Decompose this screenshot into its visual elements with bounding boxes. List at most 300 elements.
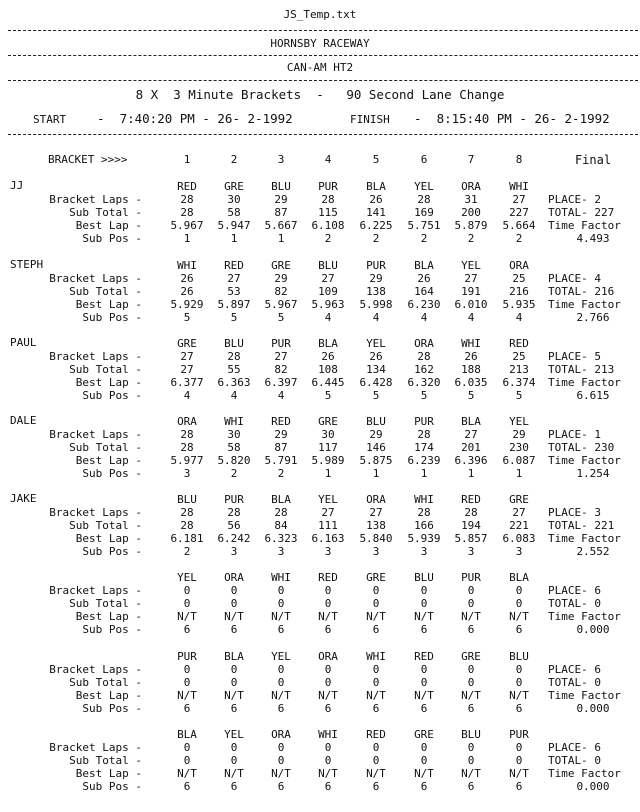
best-lap-value: N/T [224,689,244,702]
sub-total-value: 87 [274,206,288,219]
best-lap-value: N/T [271,689,291,702]
row-label-subpos: Sub Pos - [82,467,142,480]
lane-color: BLU [414,571,434,584]
sub-total-value: 191 [461,285,481,298]
best-lap-value: 5.947 [217,219,251,232]
row-label-subpos: Sub Pos - [82,545,142,558]
best-lap-value: 5.664 [502,219,536,232]
sub-pos-value: 2 [467,232,475,245]
bracket-laps-value: 0 [372,663,380,676]
lane-color: BLA [318,337,338,350]
time-factor-value: 0.000 [576,623,610,636]
sub-total-value: 0 [515,754,523,767]
sub-total-value: 174 [414,441,434,454]
sub-pos-value: 4 [515,311,523,324]
row-label-laps: Bracket Laps - [49,584,142,597]
bracket-number: 3 [277,153,285,166]
sub-total-value: 188 [461,363,481,376]
sub-total-value: 162 [414,363,434,376]
best-lap-value: 6.108 [311,219,345,232]
sub-pos-value: 6 [277,780,285,793]
sub-pos-value: 4 [230,389,238,402]
best-lap-value: N/T [509,610,529,623]
lane-color: WHI [414,493,434,506]
sub-total-value: 28 [180,441,194,454]
lane-color: BLU [461,728,481,741]
lane-color: RED [271,415,291,428]
sub-total-value: 194 [461,519,481,532]
row-label-bestlap: Best Lap - [75,532,142,545]
time-factor-value: 6.615 [576,389,610,402]
row-label-bestlap: Best Lap - [75,767,142,780]
bracket-laps-value: 28 [417,428,431,441]
sub-total-value: 28 [180,519,194,532]
best-lap-value: N/T [366,767,386,780]
best-lap-value: N/T [366,689,386,702]
best-lap-value: 5.751 [407,219,441,232]
sub-total-value: 117 [318,441,338,454]
lane-color: RED [318,571,338,584]
lane-color: ORA [224,571,244,584]
bracket-number: 8 [515,153,523,166]
sub-pos-value: 2 [183,545,191,558]
sub-total-value: 169 [414,206,434,219]
lane-color: PUR [461,571,481,584]
lane-color: WHI [509,180,529,193]
sub-total-value: 84 [274,519,288,532]
lane-color: RED [509,337,529,350]
sub-total-value: 0 [277,676,285,689]
bracket-laps-value: 0 [230,741,238,754]
sub-pos-value: 2 [420,232,428,245]
row-label-subtotal: Sub Total - [69,519,142,532]
lane-color: ORA [509,259,529,272]
lane-color: PUR [414,415,434,428]
sub-total-value: 82 [274,363,288,376]
lane-color: BLU [224,337,244,350]
best-lap-value: 6.230 [407,298,441,311]
sub-pos-value: 6 [420,702,428,715]
bracket-laps-value: 28 [417,350,431,363]
bracket-laps-value: 0 [467,584,475,597]
bracket-laps-value: 0 [324,663,332,676]
lane-color: WHI [366,650,386,663]
lane-color: WHI [318,728,338,741]
sub-total-value: 55 [227,363,241,376]
row-label-bestlap: Best Lap - [75,376,142,389]
bracket-laps-value: 0 [420,663,428,676]
time-factor-value: 0.000 [576,702,610,715]
lane-color: GRE [366,571,386,584]
start-time: - 7:40:20 PM - 26- 2-1992 [97,111,293,126]
place-value: PLACE- 6 [548,663,601,676]
best-lap-value: N/T [271,610,291,623]
time-factor-label: Time Factor [548,376,621,389]
bracket-laps-value: 26 [369,350,383,363]
race-format: 8 X 3 Minute Brackets - 90 Second Lane Change [135,87,505,102]
lane-color: YEL [224,728,244,741]
sub-pos-value: 6 [324,623,332,636]
sub-total-value: 0 [183,754,191,767]
bracket-laps-value: 29 [369,272,383,285]
total-value: TOTAL- 216 [548,285,615,298]
lane-color: GRE [224,180,244,193]
best-lap-value: N/T [509,689,529,702]
sub-pos-value: 6 [324,780,332,793]
best-lap-value: N/T [509,767,529,780]
sub-pos-value: 5 [515,389,523,402]
sub-total-value: 200 [461,206,481,219]
place-value: PLACE- 3 [548,506,601,519]
bracket-laps-value: 27 [321,272,335,285]
row-label-subpos: Sub Pos - [82,311,142,324]
bracket-laps-value: 28 [417,506,431,519]
bracket-laps-value: 0 [420,741,428,754]
sub-total-value: 227 [509,206,529,219]
sub-total-value: 201 [461,441,481,454]
total-value: TOTAL- 227 [548,206,615,219]
sub-total-value: 0 [420,597,428,610]
sub-pos-value: 4 [467,311,475,324]
divider [8,134,638,135]
finish-time: - 8:15:40 PM - 26- 2-1992 [414,111,610,126]
lane-color: BLU [366,415,386,428]
lane-color: GRE [271,259,291,272]
row-label-bestlap: Best Lap - [75,689,142,702]
sub-total-value: 146 [366,441,386,454]
sub-total-value: 0 [515,597,523,610]
bracket-laps-value: 0 [230,584,238,597]
sub-total-value: 0 [467,597,475,610]
time-factor-label: Time Factor [548,454,621,467]
sub-pos-value: 2 [515,232,523,245]
best-lap-value: 6.397 [264,376,298,389]
lane-color: PUR [509,728,529,741]
total-value: TOTAL- 0 [548,754,601,767]
sub-total-value: 0 [230,676,238,689]
best-lap-value: 6.087 [502,454,536,467]
sub-total-value: 216 [509,285,529,298]
place-value: PLACE- 5 [548,350,601,363]
total-value: TOTAL- 0 [548,597,601,610]
sub-pos-value: 3 [372,545,380,558]
driver-name: JJ [10,179,24,192]
sub-total-value: 115 [318,206,338,219]
sub-total-value: 230 [509,441,529,454]
best-lap-value: 6.428 [359,376,393,389]
sub-total-value: 53 [227,285,241,298]
row-label-subtotal: Sub Total - [69,363,142,376]
best-lap-value: N/T [366,610,386,623]
bracket-laps-value: 0 [277,584,285,597]
row-label-bestlap: Best Lap - [75,219,142,232]
sub-total-value: 111 [318,519,338,532]
bracket-laps-value: 25 [512,272,526,285]
lane-color: YEL [461,259,481,272]
divider [8,30,638,31]
row-label-subtotal: Sub Total - [69,285,142,298]
sub-pos-value: 1 [183,232,191,245]
lane-color: WHI [461,337,481,350]
best-lap-value: 5.875 [359,454,393,467]
bracket-laps-value: 0 [183,741,191,754]
bracket-laps-value: 0 [372,584,380,597]
sub-pos-value: 6 [324,702,332,715]
bracket-laps-value: 0 [277,741,285,754]
sub-pos-value: 6 [183,623,191,636]
lane-color: ORA [414,337,434,350]
best-lap-value: N/T [414,689,434,702]
best-lap-value: 5.667 [264,219,298,232]
sub-total-value: 0 [467,754,475,767]
row-label-subpos: Sub Pos - [82,389,142,402]
bracket-laps-value: 29 [274,272,288,285]
sub-total-value: 0 [467,676,475,689]
final-header: Final [574,153,612,167]
lane-color: RED [366,728,386,741]
row-label-subtotal: Sub Total - [69,754,142,767]
bracket-number: 5 [372,153,380,166]
sub-pos-value: 5 [372,389,380,402]
lane-color: WHI [224,415,244,428]
lane-color: GRE [177,337,197,350]
sub-pos-value: 6 [420,780,428,793]
best-lap-value: 6.242 [217,532,251,545]
best-lap-value: N/T [318,610,338,623]
lane-color: WHI [177,259,197,272]
sub-total-value: 213 [509,363,529,376]
bracket-laps-value: 26 [417,272,431,285]
sub-pos-value: 6 [230,780,238,793]
best-lap-value: 6.445 [311,376,345,389]
bracket-laps-value: 0 [230,663,238,676]
lane-color: BLU [318,259,338,272]
bracket-laps-value: 28 [274,506,288,519]
bracket-laps-value: 0 [515,663,523,676]
lane-color: YEL [366,337,386,350]
sub-pos-value: 6 [372,702,380,715]
sub-total-value: 138 [366,519,386,532]
sub-pos-value: 6 [372,623,380,636]
row-label-bestlap: Best Lap - [75,298,142,311]
row-label-subpos: Sub Pos - [82,623,142,636]
sub-total-value: 58 [227,441,241,454]
best-lap-value: 6.239 [407,454,441,467]
divider [8,80,638,81]
sub-total-value: 0 [372,597,380,610]
bracket-laps-value: 26 [180,272,194,285]
sub-pos-value: 6 [277,702,285,715]
sub-pos-value: 4 [277,389,285,402]
best-lap-value: 5.791 [264,454,298,467]
sub-total-value: 56 [227,519,241,532]
bracket-laps-value: 0 [372,741,380,754]
lane-color: BLA [414,259,434,272]
sub-pos-value: 6 [277,623,285,636]
sub-pos-value: 6 [183,780,191,793]
bracket-laps-value: 28 [180,428,194,441]
best-lap-value: 5.935 [502,298,536,311]
time-factor-label: Time Factor [548,767,621,780]
best-lap-value: 5.939 [407,532,441,545]
time-factor-value: 0.000 [576,780,610,793]
row-label-subpos: Sub Pos - [82,702,142,715]
bracket-laps-value: 27 [274,350,288,363]
time-factor-value: 2.552 [576,545,610,558]
bracket-number: 6 [420,153,428,166]
best-lap-value: N/T [224,610,244,623]
bracket-laps-value: 28 [227,506,241,519]
best-lap-value: 5.879 [454,219,488,232]
bracket-laps-value: 0 [277,663,285,676]
row-label-laps: Bracket Laps - [49,741,142,754]
best-lap-value: N/T [414,767,434,780]
sub-pos-value: 4 [183,389,191,402]
bracket-number: 4 [324,153,332,166]
sub-total-value: 0 [420,676,428,689]
lane-color: GRE [509,493,529,506]
bracket-laps-value: 0 [515,741,523,754]
sub-pos-value: 5 [277,311,285,324]
best-lap-value: N/T [461,610,481,623]
sub-total-value: 82 [274,285,288,298]
row-label-subtotal: Sub Total - [69,597,142,610]
lane-color: PUR [318,180,338,193]
sub-total-value: 166 [414,519,434,532]
bracket-laps-value: 28 [464,506,478,519]
bracket-laps-value: 27 [512,506,526,519]
best-lap-value: 5.820 [217,454,251,467]
best-lap-value: 6.035 [454,376,488,389]
lane-color: GRE [414,728,434,741]
sub-pos-value: 4 [324,311,332,324]
finish-value: 8:15:40 PM - 26- 2-1992 [436,111,610,126]
place-value: PLACE- 2 [548,193,601,206]
time-factor-label: Time Factor [548,532,621,545]
bracket-laps-value: 25 [512,350,526,363]
row-label-subtotal: Sub Total - [69,676,142,689]
sub-pos-value: 3 [515,545,523,558]
sub-total-value: 109 [318,285,338,298]
bracket-laps-value: 27 [464,272,478,285]
best-lap-value: 6.181 [170,532,204,545]
bracket-laps-value: 0 [467,663,475,676]
best-lap-value: 5.840 [359,532,393,545]
lane-color: BLA [366,180,386,193]
race-class: CAN-AM HT2 [286,61,354,74]
best-lap-value: 5.977 [170,454,204,467]
best-lap-value: 6.323 [264,532,298,545]
sub-pos-value: 5 [324,389,332,402]
bracket-laps-value: 31 [464,193,478,206]
total-value: TOTAL- 0 [548,676,601,689]
file-title: JS_Temp.txt [283,8,357,21]
start-value: 7:40:20 PM - 26- 2-1992 [119,111,293,126]
sub-total-value: 141 [366,206,386,219]
bracket-header: BRACKET >>>> [48,153,128,166]
lane-color: PUR [177,650,197,663]
sub-pos-value: 6 [420,623,428,636]
best-lap-value: 6.083 [502,532,536,545]
bracket-number: 1 [183,153,191,166]
best-lap-value: N/T [414,610,434,623]
sub-pos-value: 6 [230,702,238,715]
sub-total-value: 0 [183,597,191,610]
time-factor-value: 1.254 [576,467,610,480]
bracket-laps-value: 0 [515,584,523,597]
bracket-laps-value: 30 [227,193,241,206]
sub-total-value: 0 [183,676,191,689]
bracket-laps-value: 27 [321,506,335,519]
sub-total-value: 0 [515,676,523,689]
sub-total-value: 138 [366,285,386,298]
divider [8,55,638,56]
sub-pos-value: 5 [183,311,191,324]
sub-total-value: 27 [180,363,194,376]
best-lap-value: 5.897 [217,298,251,311]
sub-pos-value: 2 [324,232,332,245]
sub-pos-value: 1 [515,467,523,480]
sub-pos-value: 3 [420,545,428,558]
lane-color: RED [414,650,434,663]
place-value: PLACE- 6 [548,741,601,754]
sub-pos-value: 6 [183,702,191,715]
best-lap-value: N/T [224,767,244,780]
sub-total-value: 87 [274,441,288,454]
sub-total-value: 26 [180,285,194,298]
row-label-subtotal: Sub Total - [69,206,142,219]
sub-pos-value: 4 [372,311,380,324]
bracket-laps-value: 0 [324,741,332,754]
lane-color: BLU [271,180,291,193]
place-value: PLACE- 1 [548,428,601,441]
time-factor-label: Time Factor [548,298,621,311]
bracket-laps-value: 28 [321,193,335,206]
lane-color: PUR [366,259,386,272]
row-label-subtotal: Sub Total - [69,441,142,454]
best-lap-value: 6.396 [454,454,488,467]
row-label-laps: Bracket Laps - [49,272,142,285]
row-label-laps: Bracket Laps - [49,428,142,441]
bracket-number: 2 [230,153,238,166]
best-lap-value: N/T [177,767,197,780]
sub-pos-value: 5 [230,311,238,324]
lane-color: BLA [509,571,529,584]
sub-pos-value: 1 [230,232,238,245]
sub-total-value: 0 [324,597,332,610]
sub-pos-value: 3 [277,545,285,558]
bracket-laps-value: 28 [417,193,431,206]
lane-color: BLA [224,650,244,663]
row-label-laps: Bracket Laps - [49,663,142,676]
row-label-bestlap: Best Lap - [75,454,142,467]
bracket-laps-value: 0 [183,584,191,597]
bracket-laps-value: 26 [464,350,478,363]
sub-pos-value: 1 [420,467,428,480]
place-value: PLACE- 6 [548,584,601,597]
sub-pos-value: 4 [420,311,428,324]
time-factor-label: Time Factor [548,689,621,702]
best-lap-value: 5.998 [359,298,393,311]
lane-color: BLA [177,728,197,741]
sub-total-value: 28 [180,206,194,219]
bracket-laps-value: 26 [321,350,335,363]
best-lap-value: N/T [461,767,481,780]
lane-color: ORA [366,493,386,506]
sub-total-value: 0 [230,754,238,767]
lane-color: ORA [318,650,338,663]
time-factor-value: 2.766 [576,311,610,324]
